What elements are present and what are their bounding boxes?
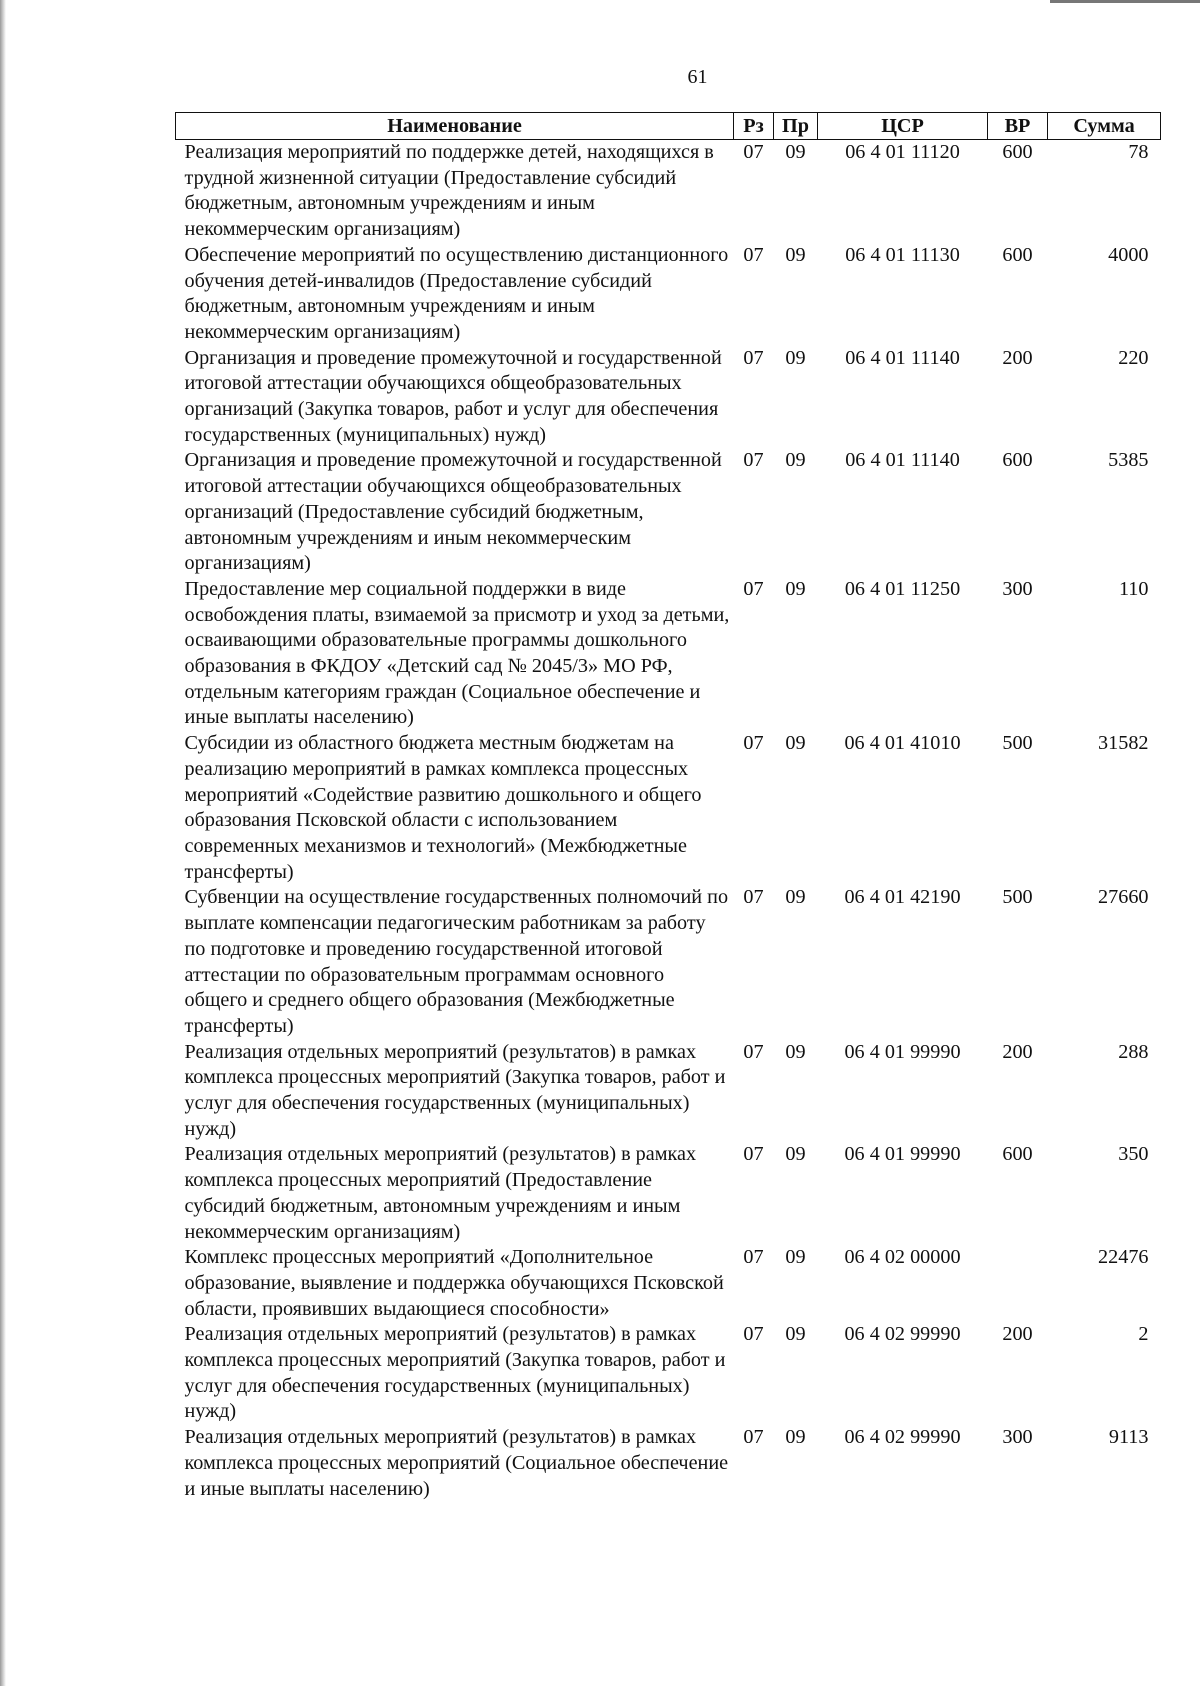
cell-name: Предоставление мер социальной поддержки в виде освобождения платы, взимаемой за присмотр и уход за детьми, осваивающими образовательные программы дошкольного образования в ФКДОУ «Детский сад № 2045/3» МО РФ, отдельным категориям граждан (Социальное обеспечение и иные выплаты населению) bbox=[184, 577, 730, 729]
table-row bbox=[176, 577, 1161, 731]
cell-sum: 22476 bbox=[1098, 1246, 1149, 1269]
page-number: 61 bbox=[687, 66, 708, 88]
cell-name: Реализация мероприятий по поддержке детей, находящихся в трудной жизненной ситуации (Предоставление субсидий бюджетным, автономным учреждениям и иным некоммерческим организациям) bbox=[184, 141, 714, 241]
cell-vr: 200 bbox=[1002, 346, 1033, 369]
cell-csr: 06 4 02 00000 bbox=[844, 1246, 961, 1269]
table-row bbox=[176, 1040, 1161, 1143]
cell-pr: 09 bbox=[785, 577, 806, 600]
cell-vr: 300 bbox=[1002, 1426, 1033, 1449]
table-row bbox=[176, 346, 1161, 449]
cell-pr: 09 bbox=[785, 1143, 806, 1166]
cell-vr: 500 bbox=[1002, 886, 1033, 909]
cell-vr: 500 bbox=[1002, 732, 1033, 755]
cell-sum: 27660 bbox=[1098, 886, 1149, 909]
header-csr: ЦСР bbox=[818, 113, 988, 140]
header-sum: Сумма bbox=[1048, 113, 1161, 140]
cell-pr: 09 bbox=[785, 1246, 806, 1269]
cell-rz: 07 bbox=[743, 886, 764, 909]
cell-sum: 220 bbox=[1118, 346, 1149, 369]
cell-name: Субсидии из областного бюджета местным бюджетам на реализацию мероприятий в рамках комплекса процессных мероприятий «Содействие развитию дошкольного и общего образования Псковской области с использованием современных механизмов и технологий» (Межбюджетные трансферты) bbox=[184, 732, 702, 883]
table-header bbox=[176, 113, 1161, 140]
cell-pr: 09 bbox=[785, 141, 806, 163]
cell-pr: 09 bbox=[785, 1040, 806, 1063]
cell-sum: 288 bbox=[1118, 1040, 1149, 1063]
cell-rz: 07 bbox=[743, 1246, 764, 1269]
scan-edge-left bbox=[0, 0, 6, 1686]
cell-sum: 110 bbox=[1118, 577, 1149, 600]
cell-rz: 07 bbox=[743, 1143, 764, 1166]
cell-csr: 06 4 02 99990 bbox=[844, 1426, 961, 1449]
cell-sum: 4000 bbox=[1108, 243, 1149, 266]
cell-csr: 06 4 01 42190 bbox=[844, 886, 961, 909]
cell-pr: 09 bbox=[785, 886, 806, 909]
cell-pr: 09 bbox=[785, 449, 806, 472]
cell-csr: 06 4 01 11140 bbox=[845, 449, 960, 472]
cell-name: Реализация отдельных мероприятий (результатов) в рамках комплекса процессных мероприятий (Предоставление субсидий бюджетным, автономным учреждениям и иным некоммерческим организациям) bbox=[184, 1143, 697, 1243]
cell-name: Организация и проведение промежуточной и государственной итоговой аттестации обучающихся общеобразовательных организаций (Закупка товаров, работ и услуг для обеспечения государственных (муниципальных) нужд) bbox=[184, 346, 722, 446]
cell-name: Обеспечение мероприятий по осуществлению дистанционного обучения детей-инвалидов (Предоставление субсидий бюджетным, автономным учреждениям и иным некоммерческим организациям) bbox=[184, 243, 729, 343]
cell-csr: 06 4 02 99990 bbox=[844, 1323, 961, 1346]
cell-vr: 300 bbox=[1002, 577, 1033, 600]
scan-edge-top bbox=[1050, 0, 1200, 3]
cell-vr: 600 bbox=[1002, 141, 1033, 163]
cell-name: Субвенции на осуществление государственных полномочий по выплате компенсации педагогическим работникам за работу по подготовке и проведению государственной итоговой аттестации по образовательным программам основного общего и среднего общего образования (Межбюджетные трансферты) bbox=[184, 886, 729, 1037]
cell-name: Организация и проведение промежуточной и государственной итоговой аттестации обучающихся общеобразовательных организаций (Предоставление субсидий бюджетным, автономным учреждениям и иным некоммерческим организациям) bbox=[184, 449, 722, 575]
cell-name: Реализация отдельных мероприятий (результатов) в рамках комплекса процессных мероприятий (Закупка товаров, работ и услуг для обеспечения государственных (муниципальных) нужд) bbox=[184, 1323, 726, 1423]
cell-vr: 600 bbox=[1002, 449, 1033, 472]
cell-csr: 06 4 01 41010 bbox=[844, 732, 961, 755]
table-row bbox=[176, 243, 1161, 346]
budget-table bbox=[175, 112, 1161, 1502]
cell-sum: 31582 bbox=[1098, 732, 1149, 755]
cell-vr: 200 bbox=[1002, 1323, 1033, 1346]
cell-rz: 07 bbox=[743, 732, 764, 755]
cell-vr: 200 bbox=[1002, 1040, 1033, 1063]
table-row bbox=[176, 140, 1161, 243]
cell-csr: 06 4 01 11120 bbox=[845, 141, 960, 163]
cell-pr: 09 bbox=[785, 243, 806, 266]
table-row bbox=[176, 448, 1161, 577]
cell-name: Реализация отдельных мероприятий (результатов) в рамках комплекса процессных мероприятий (Закупка товаров, работ и услуг для обеспечения государственных (муниципальных) нужд) bbox=[184, 1040, 726, 1140]
table-row bbox=[176, 1245, 1161, 1322]
cell-pr: 09 bbox=[785, 1426, 806, 1449]
table-row bbox=[176, 885, 1161, 1039]
cell-name: Реализация отдельных мероприятий (результатов) в рамках комплекса процессных мероприятий (Социальное обеспечение и иные выплаты населению) bbox=[184, 1426, 729, 1500]
cell-vr: 600 bbox=[1002, 243, 1033, 266]
cell-rz: 07 bbox=[743, 1323, 764, 1346]
cell-sum: 78 bbox=[1128, 141, 1149, 163]
cell-vr bbox=[988, 1245, 1048, 1322]
cell-csr: 06 4 01 11130 bbox=[845, 243, 960, 266]
table-row bbox=[176, 1142, 1161, 1245]
header-row bbox=[176, 113, 1161, 140]
cell-vr: 600 bbox=[1002, 1143, 1033, 1166]
table-body bbox=[176, 140, 1161, 1503]
header-pr: Пр bbox=[774, 113, 818, 140]
cell-csr: 06 4 01 11140 bbox=[845, 346, 960, 369]
cell-sum: 5385 bbox=[1108, 449, 1149, 472]
header-rz: Рз bbox=[734, 113, 774, 140]
cell-rz: 07 bbox=[743, 577, 764, 600]
cell-pr: 09 bbox=[785, 732, 806, 755]
cell-rz: 07 bbox=[743, 1426, 764, 1449]
cell-rz: 07 bbox=[743, 1040, 764, 1063]
cell-sum: 350 bbox=[1118, 1143, 1149, 1166]
cell-rz: 07 bbox=[743, 243, 764, 266]
cell-sum: 2 bbox=[1138, 1323, 1149, 1346]
cell-sum: 9113 bbox=[1108, 1426, 1149, 1449]
cell-csr: 06 4 01 11250 bbox=[844, 577, 961, 600]
cell-rz: 07 bbox=[743, 449, 764, 472]
table-row bbox=[176, 731, 1161, 885]
cell-name: Комплекс процессных мероприятий «Дополнительное образование, выявление и поддержка обучающихся Псковской области, проявивших выдающиеся способности» bbox=[184, 1246, 724, 1320]
header-vr: ВР bbox=[988, 113, 1048, 140]
cell-rz: 07 bbox=[743, 141, 764, 163]
cell-csr: 06 4 01 99990 bbox=[844, 1040, 961, 1063]
cell-pr: 09 bbox=[785, 346, 806, 369]
cell-pr: 09 bbox=[785, 1323, 806, 1346]
cell-rz: 07 bbox=[743, 346, 764, 369]
header-name: Наименование bbox=[176, 113, 734, 140]
table-row bbox=[176, 1322, 1161, 1425]
cell-csr: 06 4 01 99990 bbox=[844, 1143, 961, 1166]
table-row bbox=[176, 1425, 1161, 1502]
